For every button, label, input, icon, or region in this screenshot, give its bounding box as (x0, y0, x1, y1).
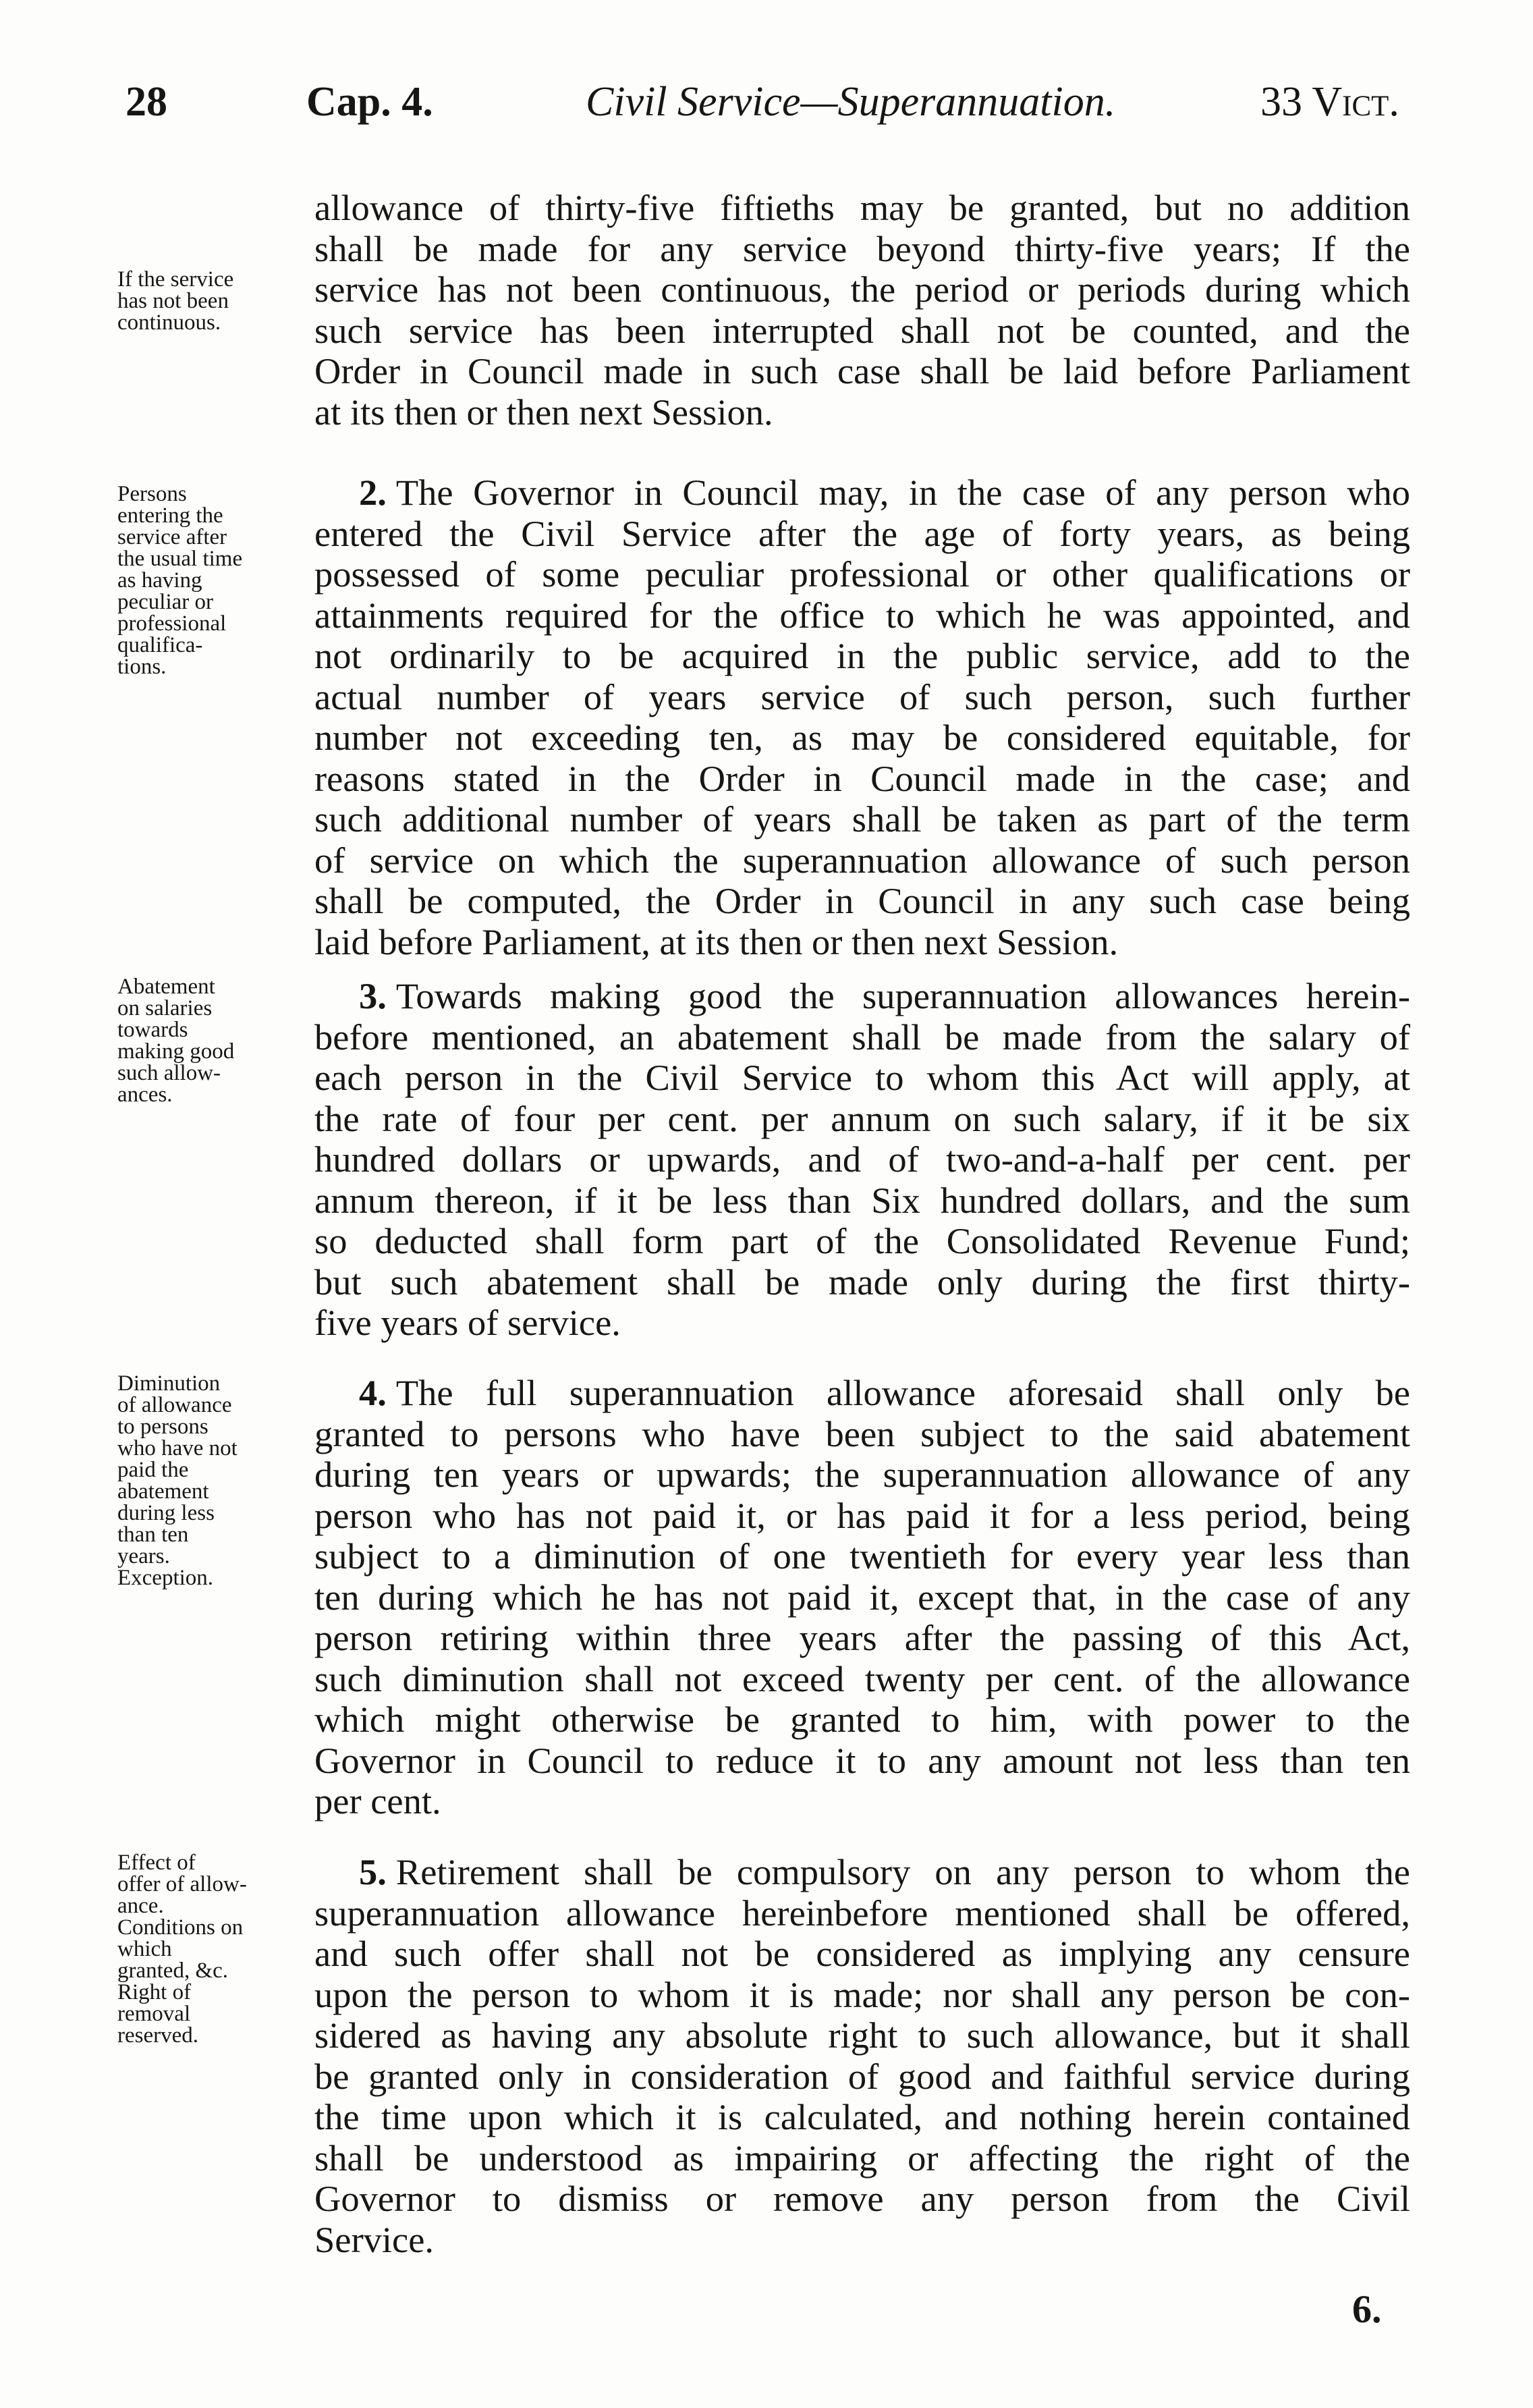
running-title: Civil Service—Superannuation. (586, 79, 1116, 125)
line-text: reasons stated in the Order in Council made in the case; and (314, 757, 1410, 799)
margin-note-line: to persons (117, 1415, 208, 1439)
line-text: shall be computed, the Order in Council in any such case being (314, 880, 1410, 921)
margin-note-line: professional (117, 611, 227, 636)
text-line (314, 1454, 1410, 1496)
margin-note-line: towards (117, 1018, 188, 1042)
margin-note-line: reserved. (117, 2023, 199, 2048)
margin-note-line: on salaries (117, 996, 213, 1020)
text-line (314, 1536, 1410, 1577)
margin-note-line: ances. (117, 1083, 173, 1107)
margin-note-line: entering the (117, 503, 223, 528)
line-text: Service. (314, 2218, 435, 2260)
margin-note-line: Abatement (117, 975, 215, 999)
margin-note-line: who have not (117, 1436, 238, 1460)
line-text: sidered as having any absolute right to such allowance, but it shall (314, 2015, 1410, 2056)
text-line (314, 677, 1410, 718)
line-text: person retiring within three years after the passing of this Act, (314, 1617, 1410, 1658)
text-line (314, 269, 1410, 310)
line-text: annum thereon, if it be less than Six hundred dollars, and the sum (314, 1179, 1410, 1221)
margin-note-line: service after (117, 525, 227, 549)
text-line (314, 514, 1410, 555)
line-text: actual number of years service of such person, such further (314, 676, 1410, 717)
line-text: Governor to dismiss or remove any person from the Civil (314, 2178, 1410, 2219)
text-line (314, 1659, 1410, 1700)
line-text: service has not been continuous, the period or periods during which (314, 269, 1410, 310)
line-text: Retirement shall be compulsory on any person to whom the (395, 1851, 1410, 1892)
catchword: 6. (1352, 2287, 1382, 2331)
running-header (0, 81, 1533, 148)
line-text: and such offer shall not be considered as implying any censure (314, 1933, 1410, 1974)
text-line (314, 2179, 1410, 2220)
line-text: superannuation allowance hereinbefore mentioned shall be offered, (314, 1892, 1410, 1934)
line-text: Order in Council made in such case shall be laid before Parliament (314, 350, 1410, 391)
margin-note-line: has not been (117, 289, 229, 313)
margin-note-line: Persons (117, 482, 187, 506)
margin-note-3 (117, 976, 320, 1105)
line-text: not ordinarily to be acquired in the public service, add to the (314, 635, 1410, 676)
text-line (314, 1373, 1410, 1414)
text-line (314, 881, 1410, 922)
text-line (314, 2138, 1410, 2179)
text-line (314, 554, 1410, 595)
text-line (314, 1180, 1410, 1222)
text-line (314, 1058, 1410, 1099)
line-text: of service on which the superannuation allowance of such person (314, 839, 1410, 881)
margin-note-line: paid the (117, 1458, 189, 1482)
margin-note-line: If the service (117, 267, 234, 292)
margin-note-5 (117, 1852, 320, 2046)
margin-note-line: Diminution (117, 1371, 221, 1396)
section-number: 3. (359, 975, 387, 1016)
margin-note-line: as having (117, 568, 202, 593)
text-line (314, 310, 1410, 352)
text-line (314, 1139, 1410, 1180)
margin-note-line: granted, &c. (117, 1959, 229, 1983)
text-line (314, 1852, 1410, 1893)
line-text: the rate of four per cent. per annum on such salary, if it be six (314, 1097, 1410, 1139)
line-text: each person in the Civil Service to whom this Act will apply, at (314, 1057, 1410, 1098)
text-line (314, 976, 1410, 1017)
line-text: be granted only in consideration of good and faithful service during (314, 2055, 1410, 2097)
margin-note-line: Conditions on (117, 1915, 244, 1940)
margin-note-2 (117, 483, 320, 678)
text-line (314, 840, 1410, 881)
text-line (314, 2015, 1410, 2056)
margin-note-line: years. (117, 1544, 170, 1568)
text-line (314, 1781, 1410, 1822)
margin-note-line: offer of allow- (117, 1872, 247, 1896)
text-line (314, 472, 1410, 514)
line-text: The Governor in Council may, in the case of any person who (395, 472, 1410, 513)
text-line (314, 2097, 1410, 2138)
text-line (314, 799, 1410, 840)
margin-note-line: during less (117, 1501, 215, 1525)
margin-note-line: removal (117, 2002, 191, 2026)
regnal-year: 33 Vict. (1260, 79, 1399, 125)
text-line (314, 1741, 1410, 1782)
text-line (314, 1699, 1410, 1741)
line-text: number not exceeding ten, as may be considered equitable, for (314, 717, 1410, 758)
text-line (314, 1303, 1410, 1344)
chapter-label: Cap. 4. (306, 79, 433, 125)
text-line (314, 922, 1410, 963)
line-text: Governor in Council to reduce it to any amount not less than ten (314, 1739, 1410, 1781)
text-line (314, 1262, 1410, 1303)
text-line (314, 351, 1410, 392)
text-line (314, 392, 1410, 433)
line-text: granted to persons who have been subject to the said abatement (314, 1413, 1410, 1454)
text-line (314, 2056, 1410, 2098)
section-1-text (314, 188, 1410, 433)
line-text: which might otherwise be granted to him, with power to the (314, 1699, 1410, 1740)
text-line (314, 229, 1410, 270)
line-text: such diminution shall not exceed twenty per cent. of the allowance (314, 1658, 1410, 1699)
margin-note-line: abatement (117, 1479, 209, 1504)
margin-note-line: the usual time (117, 547, 243, 571)
line-text: per cent. (314, 1780, 441, 1822)
line-text: upon the person to whom it is made; nor shall any person be con- (314, 1973, 1410, 2015)
section-2-text (314, 472, 1410, 962)
margin-note-line: which (117, 1937, 172, 1961)
page-number: 28 (126, 79, 167, 125)
line-text: subject to a diminution of one twentieth for every year less than (314, 1535, 1410, 1577)
line-text: entered the Civil Service after the age of forty years, as being (314, 512, 1410, 554)
margin-note-line: Effect of (117, 1851, 196, 1875)
line-text: shall be understood as impairing or affecting the right of the (314, 2137, 1410, 2179)
margin-note-line: peculiar or (117, 590, 214, 614)
line-text: The full superannuation allowance aforesaid shall only be (395, 1372, 1410, 1413)
margin-note-1 (117, 269, 320, 333)
margin-note-line: making good (117, 1039, 235, 1064)
margin-note-line: qualifica- (117, 633, 203, 657)
line-text: at its then or then next Session. (314, 391, 773, 433)
text-line (314, 1414, 1410, 1455)
text-line (314, 1099, 1410, 1140)
margin-note-line: such allow- (117, 1061, 221, 1085)
line-text: before mentioned, an abatement shall be made from the salary of (314, 1016, 1410, 1058)
margin-note-line: ance. (117, 1894, 164, 1918)
section-number: 5. (359, 1851, 387, 1892)
margin-note-line: Exception. (117, 1566, 214, 1590)
line-text: such service has been interrupted shall not be counted, and the (314, 309, 1410, 351)
line-text: hundred dollars or upwards, and of two-and-a-half per cent. per (314, 1139, 1410, 1180)
line-text: the time upon which it is calculated, and nothing herein contained (314, 2096, 1410, 2137)
margin-note-line: tions. (117, 655, 167, 679)
line-text: ten during which he has not paid it, except that, in the case of any (314, 1576, 1410, 1618)
text-line (314, 1496, 1410, 1537)
line-text: attainments required for the office to which he was appointed, and (314, 594, 1410, 636)
text-line (314, 595, 1410, 636)
margin-note-line: continuous. (117, 310, 221, 335)
line-text: but such abatement shall be made only during the first thirty- (314, 1261, 1410, 1303)
line-text: five years of service. (314, 1302, 621, 1343)
line-text: allowance of thirty-five fiftieths may be granted, but no addition (314, 187, 1410, 228)
line-text: such additional number of years shall be taken as part of the term (314, 798, 1410, 840)
text-line (314, 1975, 1410, 2016)
line-text: Towards making good the superannuation allowances herein- (395, 975, 1410, 1016)
text-line (314, 1221, 1410, 1262)
line-text: shall be made for any service beyond thirty-five years; If the (314, 227, 1410, 269)
section-number: 2. (359, 472, 387, 513)
margin-note-line: Right of (117, 1980, 192, 2004)
text-line (314, 1017, 1410, 1058)
section-5-text (314, 1852, 1410, 2260)
section-3-text (314, 976, 1410, 1344)
text-line (314, 717, 1410, 759)
section-number: 4. (359, 1372, 387, 1413)
text-line (314, 1618, 1410, 1659)
line-text: so deducted shall form part of the Consolidated Revenue Fund; (314, 1220, 1410, 1261)
margin-note-4 (117, 1373, 320, 1589)
text-line (314, 188, 1410, 229)
text-line (314, 636, 1410, 677)
margin-note-line: than ten (117, 1523, 189, 1547)
text-line (314, 1893, 1410, 1934)
section-4-text (314, 1373, 1410, 1822)
text-line (314, 759, 1410, 800)
line-text: person who has not paid it, or has paid it for a less period, being (314, 1494, 1410, 1536)
line-text: during ten years or upwards; the superannuation allowance of any (314, 1454, 1410, 1495)
text-line (314, 2220, 1410, 2261)
line-text: laid before Parliament, at its then or then next Session. (314, 921, 1119, 962)
text-line (314, 1934, 1410, 1975)
line-text: possessed of some peculiar professional or other qualifications or (314, 553, 1410, 595)
text-line (314, 1577, 1410, 1618)
margin-note-line: of allowance (117, 1393, 232, 1417)
